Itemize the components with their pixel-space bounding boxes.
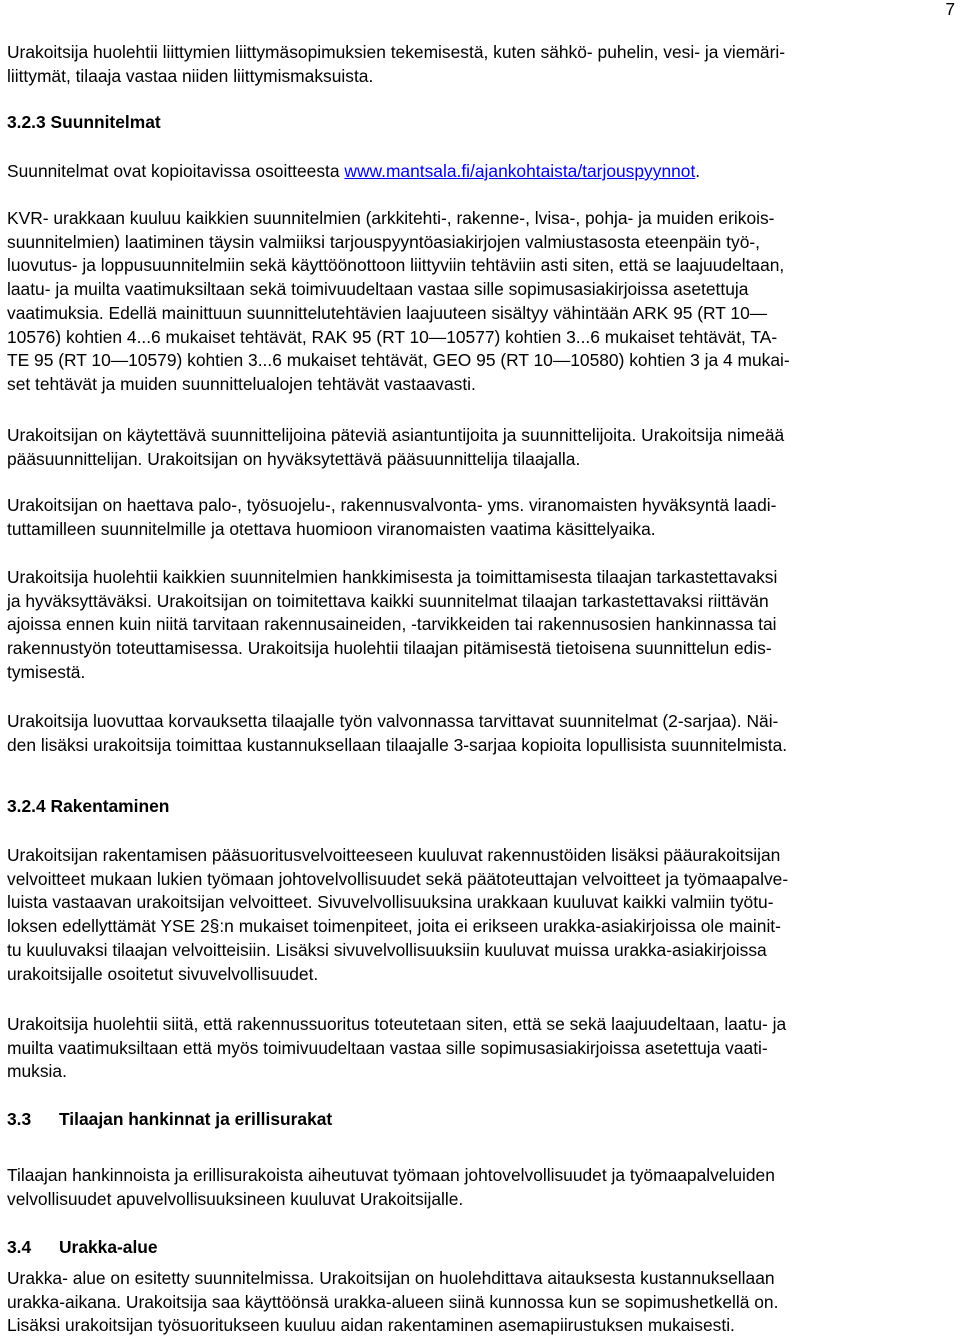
construction-obligations-paragraph: [7, 844, 955, 986]
text-line: vaatimuksia. Edellä mainittuun suunnittelutehtävien laajuuteen sisältyy vähintään ARK 95 (RT 10—: [7, 302, 768, 323]
availability-text: Suunnitelmat ovat kopioitavissa osoitteesta: [7, 161, 345, 181]
text-line: set tehtävät ja muiden suunnittelualojen tehtävät vastaavasti.: [7, 373, 476, 394]
designers-paragraph: [7, 424, 955, 471]
text-line: ja hyväksyttäväksi. Urakoitsijan on toimitettava kaikki suunnitelmat tilaajan tarkastettavaksi riittävän: [7, 590, 769, 611]
section-heading-3-4: [7, 1236, 158, 1260]
text-line: muksia.: [7, 1061, 67, 1082]
text-line: Urakoitsija huolehtii kaikkien suunnitelmien hankkimisesta ja toimittamisesta tilaajan tarkastettavaksi: [7, 567, 778, 587]
text-line: tuttamilleen suunnitelmille ja otettava huomioon viranomaisten vaatima käsittelyaika.: [7, 518, 656, 539]
intro-paragraph: [7, 41, 955, 88]
kvr-paragraph: [7, 207, 955, 397]
page-number: 7: [945, 0, 955, 19]
text-line: Urakoitsija huolehtii liittymien liittymäsopimuksien tekemisestä, kuten sähkö- puhelin, vesi- ja viemäri-: [7, 42, 786, 62]
text-line: KVR- urakkaan kuuluu kaikkien suunnitelmien (arkkitehti-, rakenne-, lvisa-, pohja- ja muiden erikois-: [7, 208, 775, 228]
section-heading-3-2-4: 3.2.4 Rakentaminen: [7, 796, 170, 816]
text-line: Tilaajan hankinnoista ja erillisurakoista aiheutuvat työmaan johtovelvollisuudet ja työmaapalveluiden: [7, 1165, 775, 1185]
text-line: laatu- ja muilta vaatimuksiltaan sekä toimivuudeltaan vastaa sille sopimusasiakirjoissa asetettuja: [7, 279, 749, 300]
text-line: urakoitsijalle osoitetut sivuvelvollisuudet.: [7, 963, 319, 984]
text-line: tu kuuluvaksi tilaajan velvoitteisiin. Lisäksi sivuvelvollisuuksiin kuuluvat muissa urakka-asiakirjoissa: [7, 939, 767, 960]
text-line: 10576) kohtien 4...6 mukaiset tehtävät, RAK 95 (RT 10—10577) kohtien 3...6 mukaiset tehtävät, TA-: [7, 326, 778, 347]
text-line: Urakoitsija luovuttaa korvauksetta tilaajalle työn valvonnassa tarvittavat suunnitelmat (2-sarjaa). Näi-: [7, 711, 779, 731]
text-line: TE 95 (RT 10—10579) kohtien 3...6 mukaiset tehtävät, GEO 95 (RT 10—10580) kohtien 3 ja 4 mukai-: [7, 350, 790, 371]
text-line: den lisäksi urakoitsija toimittaa kustannuksellaan tilaajalle 3-sarjaa kopioita lopullisista suunnitelmista.: [7, 734, 788, 755]
text-line: liittymät, tilaaja vastaa niiden liittymismaksuista.: [7, 65, 374, 86]
text-line: muilta vaatimuksiltaan että myös toimivuudeltaan vastaa sille sopimusasiakirjoissa asetettuja vaati-: [7, 1037, 768, 1058]
plan-delivery-paragraph: [7, 566, 955, 685]
text-line: rakennustyön toteuttamisessa. Urakoitsija huolehtii tilaajan pitämisestä tietoisena suunnittelun edis-: [7, 638, 772, 659]
construction-quality-paragraph: [7, 1013, 955, 1084]
text-line: tymisestä.: [7, 661, 86, 682]
section-number: 3.3: [7, 1109, 32, 1129]
text-line: urakka-aikana. Urakoitsija saa käyttöönsä urakka-alueen siinä kunnossa kun se sopimushetkellä on.: [7, 1291, 779, 1312]
section-number: 3.4: [7, 1237, 32, 1257]
document-page: [7, 0, 955, 1340]
text-line: luovutus- ja loppusuunnitelmiin sekä käyttöönottoon liittyviin tehtäviin asti siten, että se laajuudeltaan,: [7, 255, 785, 276]
client-procurement-paragraph: [7, 1164, 955, 1211]
approvals-paragraph: [7, 494, 955, 541]
section-title: Urakka-alue: [59, 1237, 158, 1257]
section-heading-3-3: [7, 1108, 332, 1132]
text-line: Urakoitsijan on haettava palo-, työsuojelu-, rakennusvalvonta- yms. viranomaisten hyväksyntä laadi-: [7, 495, 777, 515]
text-line: ajoissa ennen kuin niitä tarvitaan rakennusaineiden, -tarvikkeiden tai rakennusosien hankinnassa tai: [7, 614, 777, 635]
text-line: Lisäksi urakoitsijan työsuoritukseen kuuluu aidan rakentaminen asemapiirustuksen mukaisesti.: [7, 1315, 735, 1336]
text-line: Urakoitsija huolehtii siitä, että rakennussuoritus toteutetaan siten, että se sekä laajuudeltaan, laatu- ja: [7, 1014, 787, 1034]
plan-copies-paragraph: [7, 710, 955, 757]
contract-area-paragraph: [7, 1267, 955, 1338]
link-suffix: .: [695, 161, 701, 181]
text-line: suunnitelmien) laatiminen täysin valmiiksi tarjouspyyntöasiakirjojen valmiustasosta eteenpäin työ-,: [7, 231, 760, 252]
text-line: Urakoitsijan on käytettävä suunnittelijoina päteviä asiantuntijoita ja suunnittelijoita. Urakoitsija nimeää: [7, 425, 785, 445]
text-line: loksen edellyttämät YSE 2§:n mukaiset toimenpiteet, joita ei erikseen urakka-asiakirjoissa ole mainit-: [7, 916, 781, 937]
text-line: [7, 160, 955, 184]
text-line: Urakoitsijan rakentamisen pääsuoritusvelvoitteeseen kuuluvat rakennustöiden lisäksi pääurakoitsijan: [7, 845, 781, 865]
text-line: velvollisuudet apuvelvollisuuksineen kuuluvat Urakoitsijalle.: [7, 1188, 464, 1209]
text-line: pääsuunnittelijan. Urakoitsijan on hyväksytettävä pääsuunnittelija tilaajalla.: [7, 448, 581, 469]
text-line: Urakka- alue on esitetty suunnitelmissa. Urakoitsijan on huolehdittava aitauksesta kustannuksellaan: [7, 1268, 775, 1288]
section-heading-3-2-3: 3.2.3 Suunnitelmat: [7, 112, 161, 132]
plans-availability-paragraph: [7, 160, 955, 184]
section-title: Tilaajan hankinnat ja erillisurakat: [59, 1109, 333, 1129]
text-line: luista vastaavan urakoitsijan velvoitteet. Sivuvelvollisuuksina urakkaan kuuluvat kaikki valmiin työtu-: [7, 892, 774, 913]
text-line: velvoitteet mukaan lukien työmaan johtovelvollisuudet sekä päätoteuttajan velvoitteet ja työmaapalve-: [7, 868, 789, 889]
plans-link[interactable]: www.mantsala.fi/ajankohtaista/tarjouspyynnot: [344, 161, 696, 181]
